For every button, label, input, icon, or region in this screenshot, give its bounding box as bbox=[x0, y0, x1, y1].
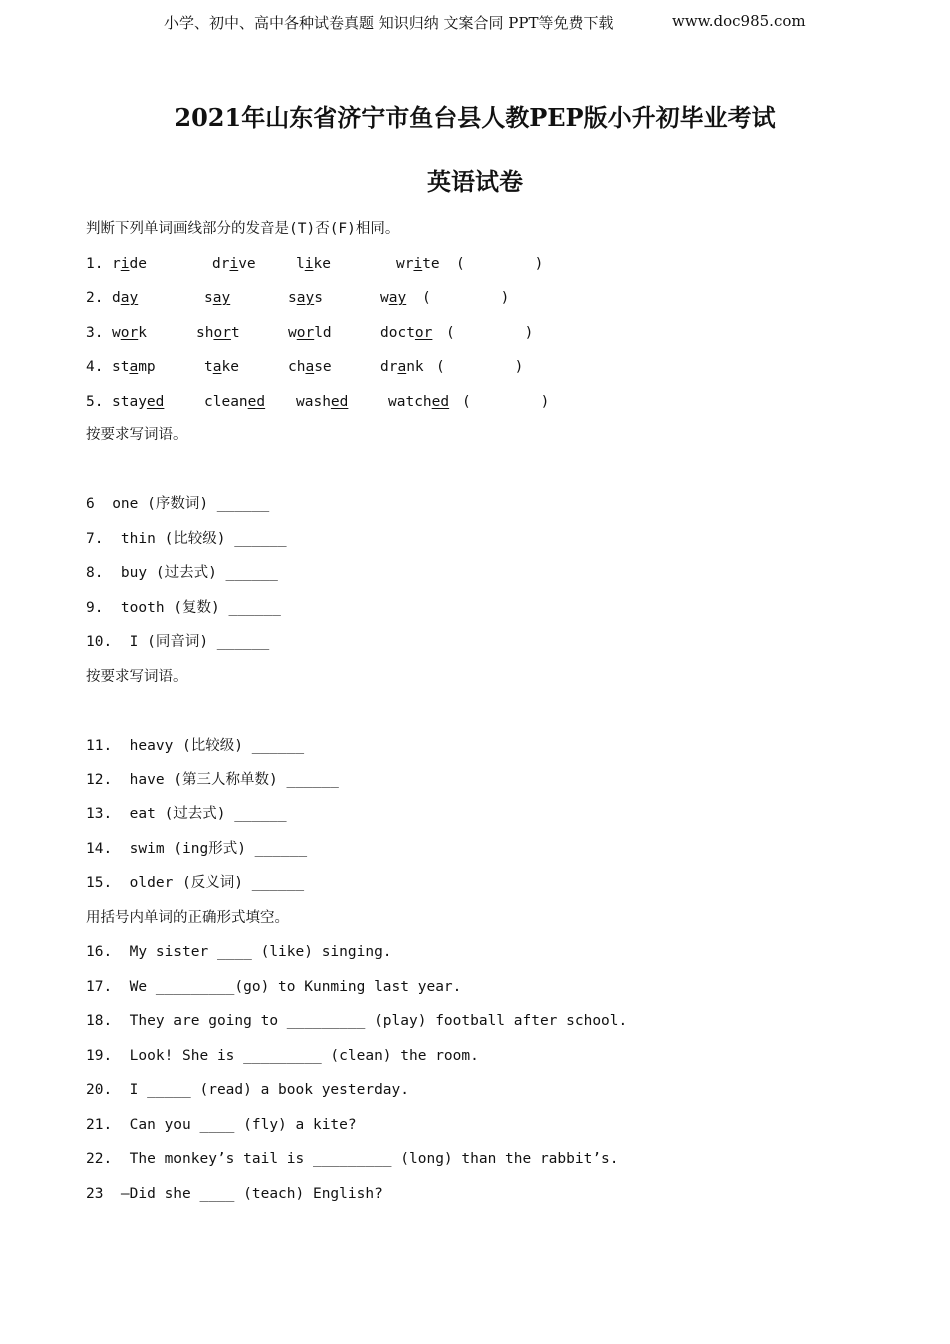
question-14: 14. swim (ing形式) ______ bbox=[86, 841, 308, 857]
underlined-letters: ed bbox=[146, 394, 165, 410]
word-option bbox=[296, 253, 331, 275]
question-17: 17. We _________(go) to Kunming last year. bbox=[86, 979, 462, 995]
word-option bbox=[212, 253, 256, 275]
word-option bbox=[388, 391, 449, 413]
underlined-letters: or bbox=[213, 325, 231, 341]
question-7: 7. thin (比较级) ______ bbox=[86, 531, 287, 547]
header-left-text: 小学、初中、高中各种试卷真题 知识归纳 文案合同 PPT等免费下载 bbox=[164, 14, 614, 32]
word-option bbox=[380, 356, 424, 378]
word-option bbox=[112, 287, 138, 309]
answer-parentheses[interactable]: ( ) bbox=[462, 394, 550, 410]
word-prefix: w bbox=[380, 290, 389, 306]
word-option bbox=[380, 287, 406, 309]
question-13: 13. eat (过去式) ______ bbox=[86, 806, 287, 822]
word-prefix: w bbox=[288, 325, 297, 341]
pronunciation-question-2 bbox=[86, 287, 786, 309]
section2-instruction: 按要求写词语。 bbox=[86, 427, 188, 443]
word-option bbox=[112, 356, 156, 378]
question-15: 15. older (反义词) ______ bbox=[86, 875, 305, 891]
word-prefix: r bbox=[112, 256, 121, 272]
question-number: 3. bbox=[86, 325, 104, 341]
word-option bbox=[288, 356, 332, 378]
word-suffix: ke bbox=[221, 359, 239, 375]
word-suffix: t bbox=[230, 325, 240, 341]
question-16: 16. My sister ____ (like) singing. bbox=[86, 944, 392, 960]
underlined-letters: or bbox=[296, 325, 315, 341]
word-option bbox=[288, 322, 332, 344]
question-19: 19. Look! She is _________ (clean) the room. bbox=[86, 1048, 479, 1064]
word-prefix: ch bbox=[288, 359, 306, 375]
question-10: 10. I (同音词) ______ bbox=[86, 634, 270, 650]
section4-instruction: 用括号内单词的正确形式填空。 bbox=[86, 910, 289, 926]
word-prefix: sh bbox=[196, 325, 214, 341]
document-title: 2021年山东省济宁市鱼台县人教PEP版小升初毕业考试 bbox=[174, 103, 776, 132]
underlined-letters: i bbox=[413, 256, 423, 272]
word-suffix: te bbox=[422, 256, 440, 272]
word-option bbox=[380, 322, 432, 344]
page-header bbox=[0, 12, 950, 34]
underlined-letters: i bbox=[304, 256, 314, 272]
word-prefix: st bbox=[112, 359, 130, 375]
question-number: 2. bbox=[86, 290, 104, 306]
underlined-letters: ay bbox=[120, 290, 139, 306]
word-suffix: k bbox=[138, 325, 147, 341]
word-suffix: mp bbox=[138, 359, 156, 375]
question-12: 12. have (第三人称单数) ______ bbox=[86, 772, 339, 788]
word-prefix: s bbox=[204, 290, 213, 306]
word-suffix: se bbox=[314, 359, 332, 375]
word-prefix: wr bbox=[396, 256, 414, 272]
word-suffix: de bbox=[129, 256, 147, 272]
question-9: 9. tooth (复数) ______ bbox=[86, 600, 281, 616]
question-6: 6 one (序数词) ______ bbox=[86, 496, 270, 512]
word-option bbox=[112, 322, 147, 344]
word-prefix: watch bbox=[388, 394, 432, 410]
underlined-letters: a bbox=[305, 359, 315, 375]
pronunciation-question-5 bbox=[86, 391, 786, 413]
word-suffix: nk bbox=[406, 359, 424, 375]
document-subtitle: 英语试卷 bbox=[427, 167, 523, 196]
word-suffix: ke bbox=[313, 256, 331, 272]
underlined-letters: or bbox=[414, 325, 433, 341]
word-prefix: clean bbox=[204, 394, 248, 410]
question-23: 23 —Did she ____ (teach) English? bbox=[86, 1186, 383, 1202]
word-suffix: ld bbox=[314, 325, 332, 341]
question-21: 21. Can you ____ (fly) a kite? bbox=[86, 1117, 357, 1133]
question-11: 11. heavy (比较级) ______ bbox=[86, 738, 305, 754]
word-prefix: stay bbox=[112, 394, 147, 410]
underlined-letters: ed bbox=[330, 394, 349, 410]
question-8: 8. buy (过去式) ______ bbox=[86, 565, 278, 581]
underlined-letters: i bbox=[229, 256, 239, 272]
word-option bbox=[296, 391, 348, 413]
underlined-letters: i bbox=[120, 256, 130, 272]
underlined-letters: a bbox=[397, 359, 407, 375]
question-22: 22. The monkey’s tail is _________ (long) than the rabbit’s. bbox=[86, 1151, 619, 1167]
word-prefix: doct bbox=[380, 325, 415, 341]
question-number: 4. bbox=[86, 359, 104, 375]
word-option bbox=[204, 287, 230, 309]
word-prefix: w bbox=[112, 325, 121, 341]
question-number: 1. bbox=[86, 256, 104, 272]
underlined-letters: ay bbox=[212, 290, 231, 306]
word-option bbox=[204, 356, 239, 378]
underlined-letters: ay bbox=[388, 290, 407, 306]
word-option bbox=[204, 391, 265, 413]
answer-parentheses[interactable]: ( ) bbox=[422, 290, 510, 306]
word-prefix: wash bbox=[296, 394, 331, 410]
pronunciation-question-3 bbox=[86, 322, 786, 344]
word-prefix: s bbox=[288, 290, 297, 306]
pronunciation-question-4 bbox=[86, 356, 786, 378]
underlined-letters: ay bbox=[296, 290, 315, 306]
word-prefix: dr bbox=[212, 256, 230, 272]
word-prefix: d bbox=[112, 290, 121, 306]
answer-parentheses[interactable]: ( ) bbox=[446, 325, 534, 341]
word-option bbox=[288, 287, 323, 309]
word-prefix: t bbox=[204, 359, 213, 375]
question-18: 18. They are going to _________ (play) football after school. bbox=[86, 1013, 628, 1029]
underlined-letters: a bbox=[129, 359, 139, 375]
answer-parentheses[interactable]: ( ) bbox=[436, 359, 524, 375]
word-option bbox=[396, 253, 440, 275]
word-suffix: ve bbox=[238, 256, 256, 272]
word-prefix: l bbox=[296, 256, 305, 272]
word-option bbox=[112, 391, 164, 413]
underlined-letters: ed bbox=[431, 394, 450, 410]
answer-parentheses[interactable]: ( ) bbox=[456, 256, 544, 272]
question-20: 20. I _____ (read) a book yesterday. bbox=[86, 1082, 410, 1098]
word-option bbox=[112, 253, 147, 275]
section3-instruction: 按要求写词语。 bbox=[86, 669, 188, 685]
header-website: www.doc985.com bbox=[672, 12, 806, 30]
question-number: 5. bbox=[86, 394, 104, 410]
underlined-letters: ed bbox=[247, 394, 266, 410]
word-option bbox=[196, 322, 240, 344]
pronunciation-question-1 bbox=[86, 253, 786, 275]
section1-instruction: 判断下列单词画线部分的发音是(T)否(F)相同。 bbox=[86, 221, 400, 237]
underlined-letters: a bbox=[212, 359, 222, 375]
word-suffix: s bbox=[314, 290, 323, 306]
word-prefix: dr bbox=[380, 359, 398, 375]
underlined-letters: or bbox=[120, 325, 139, 341]
